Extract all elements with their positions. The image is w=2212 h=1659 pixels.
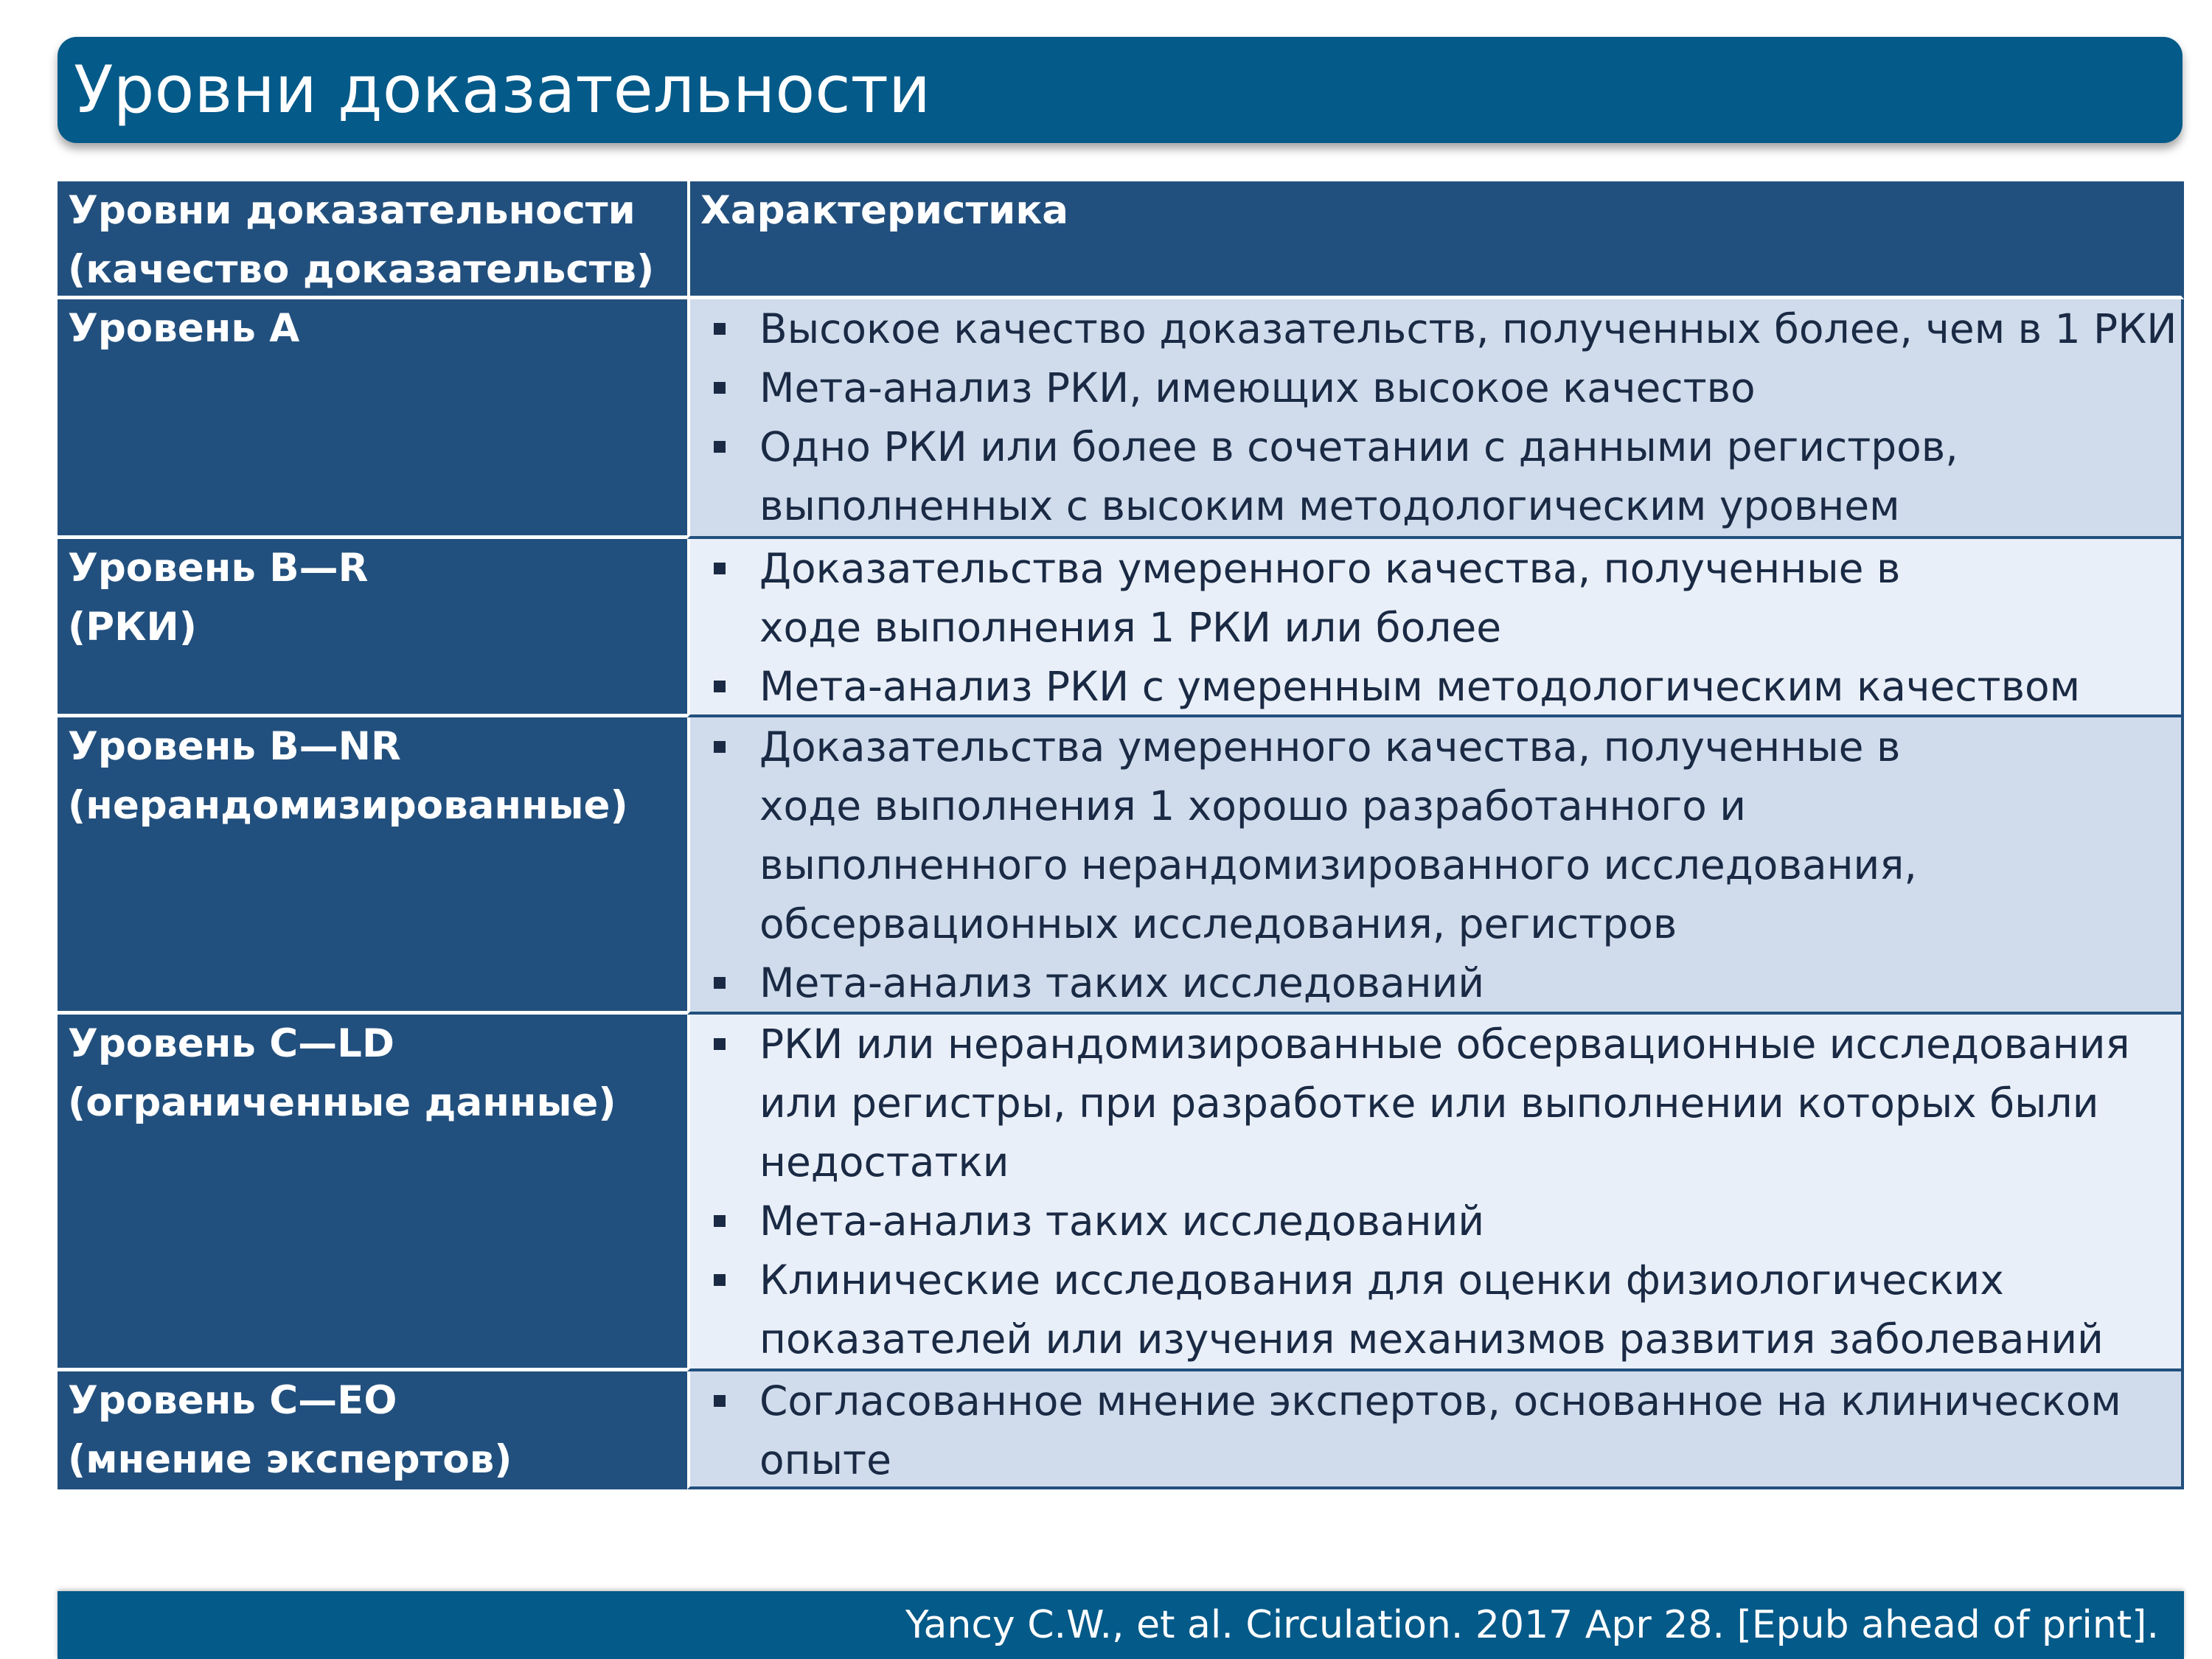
characteristic-cell [687, 299, 2184, 539]
table-row [58, 1371, 2184, 1489]
characteristic-cell [687, 1371, 2184, 1489]
list-item: Доказательства умеренного качества, полученные в ходе выполнения 1 РКИ или более [700, 539, 2013, 657]
list-item: Мета-анализ таких исследований [700, 953, 2174, 1012]
characteristic-cell [687, 539, 2184, 717]
citation-footer: Yancy C.W., et al. Circulation. 2017 Apr 28. [Epub ahead of print]. [58, 1591, 2184, 1659]
characteristic-cell [687, 1015, 2184, 1371]
level-cell [58, 1015, 687, 1371]
list-item: Согласованное мнение экспертов, основанное на клиническом опыте [700, 1371, 2146, 1489]
table-header-row [58, 181, 2184, 299]
level-label: Уровень А [68, 306, 300, 351]
evidence-levels-table [58, 181, 2184, 1489]
level-sublabel: (нерандомизированные) [68, 783, 628, 828]
level-sublabel: (РКИ) [68, 605, 197, 650]
list-item: РКИ или нерандомизированные обсервационные исследования или регистры, при разработке или выполнении которых были недостатки [700, 1015, 2146, 1192]
header-levels-line1: Уровни доказательности [68, 188, 636, 233]
level-cell [58, 299, 687, 539]
header-levels-line2: (качество доказательств) [68, 247, 655, 292]
level-sublabel: (мнение экспертов) [68, 1437, 512, 1482]
level-label: Уровень В—R [68, 546, 369, 591]
level-cell [58, 539, 687, 717]
level-cell [58, 717, 687, 1015]
list-item: Клинические исследования для оценки физиологических показателей или изучения механизмов развития заболеваний [700, 1251, 2146, 1368]
list-item: Высокое качество доказательств, полученных более, чем в 1 РКИ [700, 299, 2174, 358]
list-item: Мета-анализ РКИ с умеренным методологическим качеством [700, 657, 2174, 716]
header-characteristic-cell: Характеристика [687, 181, 2184, 299]
level-label: Уровень В—NR [68, 724, 401, 769]
level-cell [58, 1371, 687, 1489]
list-item: Мета-анализ таких исследований [700, 1192, 2174, 1251]
table-row [58, 717, 2184, 1015]
characteristic-cell [687, 717, 2184, 1015]
level-label: Уровень С—LD [68, 1021, 394, 1066]
table-row [58, 299, 2184, 539]
header-levels-cell [58, 181, 687, 299]
list-item: Доказательства умеренного качества, полученные в ходе выполнения 1 хорошо разработанного и выполненного нерандомизированного исследования, обсервационных исследования, регистров [700, 717, 2013, 953]
page-title: Уровни доказательности [58, 37, 2183, 143]
level-sublabel: (ограниченные данные) [68, 1080, 616, 1125]
list-item: Одно РКИ или более в сочетании с данными регистров, выполненных с высоким методологическим уровнем [700, 417, 2013, 535]
list-item: Мета-анализ РКИ, имеющих высокое качество [700, 358, 2174, 417]
table-row [58, 1015, 2184, 1371]
level-label: Уровень С—ЕО [68, 1378, 397, 1423]
table-row [58, 539, 2184, 717]
